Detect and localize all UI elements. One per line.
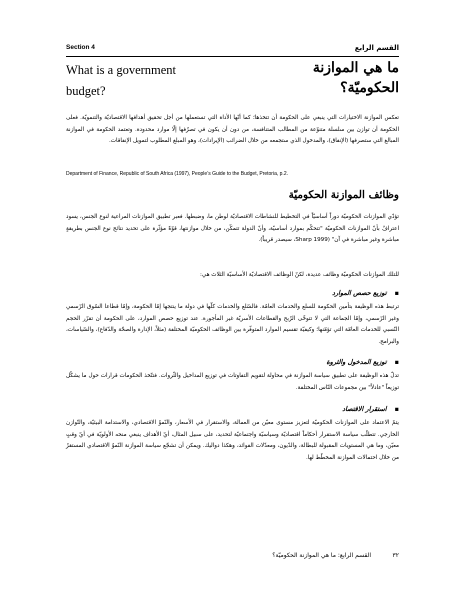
bullet-heading-allocation xyxy=(99,289,399,297)
page-footer xyxy=(66,552,399,562)
section-label-en: Section 4 xyxy=(66,44,95,51)
page-number: ٣٢ xyxy=(392,552,399,559)
footer-label: القسم الرابع: ما هي الموازنة الحكوميّة؟ xyxy=(272,552,371,559)
section-label-ar: القسم الرابع xyxy=(354,44,399,52)
bullet-text-distribution: تدلّ هذه الوظيفة على تطبيق سياسة الموازنة في محاولة لتقويم التفاوتات في توزيع المداخيل والثّروات. فتتّخذ الحكومات قرارات حول ما يشكّل توزيعاً "عادلاً" بين مجموعات النّاس المختلفة. xyxy=(66,373,399,391)
functions-paragraph: تؤدّي الموازنات الحكوميّة دوراً أساسيّاً في التخطيط للنشاطات الاقتصاديّة لوطن ما، وضبطها. فعبر تطبيق الموازنات المراعية لنوع الجنس، يسود اعترافٌ بأنّ الموازنات الحكوميّة "تتحكّم بموارد أساسيّة، وأنّ الدولة تتمكّن، من خلال موازنتها، قوّةً مؤثّرة على تحديد نتائج نوع الجنس بطريقةٍ مباشرة وغير مباشرة في آن" (Sharp 1999، سيصدر قريباً). xyxy=(66,214,399,244)
bullet-icon: ▪ xyxy=(394,289,399,297)
section-header xyxy=(66,44,399,56)
bullet-icon: ▪ xyxy=(394,405,399,413)
title-ar-line2: الحكوميّة؟ xyxy=(340,80,399,96)
bullet-text-allocation: ترتبط هذه الوظيفة بتأمين الحكومة للسلع والخدمات العامّة. فالسّلع والخدمات كلّها في دولة ما ينتجها إمّا الحكومة، وإمّا قطاعا السّوق الرّسمي وغير الرّسمي، وإمّا الجماعة التي لا تتوخّى الرّبح والقطاعات الأسريّة غير المأجورة. عند توزيع حصص الموارد، على الحكومة أن تقرّر الحجم النّسبي للخدمات العامّة التي تؤمّنها؛ وكيفيّة تقسيم الموارد المتوفّرة بين الوظائف الحكوميّة المختلفة (مثلاً، الإدارة والصحّة والدّفاع)، والسّياسات، والبرامج. xyxy=(66,304,399,345)
title-en-line1: What is a government xyxy=(66,63,177,77)
page-title-ar xyxy=(249,58,399,98)
section-heading: وظائف الموازنة الحكوميّة xyxy=(288,189,399,201)
source-citation: Department of Finance, Republic of South Africa (1997), People’s Guide to the Budget, Pretoria, p.2. xyxy=(66,171,288,177)
title-en-line2: budget? xyxy=(66,84,106,98)
title-ar-line1: ما هي الموازنة xyxy=(312,60,399,76)
bullet-heading-text: توزيع حصص الموارد xyxy=(332,289,387,297)
bullet-heading-distribution xyxy=(99,358,399,366)
bullet-heading-text: توزيع المدخول والثروة xyxy=(326,358,387,366)
header-rule xyxy=(66,56,399,57)
page-title-en xyxy=(66,60,236,102)
bullet-text-stabilization: يتمّ الاعتماد على الموازنات الحكوميّة لتعزيز مستوى معيّن من العمالة، والاستقرار في الأسعار، والنّموّ الاقتصادي، والاستدامة البيئيّة، والتّوازن الخارجي. تتطلّب سياسة الاستقرار أحكاماً اقتصاديّة وسياسيّة واجتماعيّة لتحديد، على سبيل المثال، أيّ الأهداف ينبغي منحه الأولويّة في أيّ وقتٍ معيّن، وما هي المستويات المقبولة للبطالة، والدّيون، ومعدّلات الفوائد، وهكذا دواليك. ويمكن أن تشجّع سياسة الموازنة النّموّ الاقتصادي المستقرّ من خلال احتمالات الموازنة المخطّط لها. xyxy=(66,420,399,461)
intro-paragraph: تعكس الموازنة الاختيارات التي ينبغي على الحكومة أن تتخذها؛ كما أنّها الأداة التي تستعملها من أجل تحقيق أهدافها الاقتصاديّة والتنمويّة. فعلى الحكومة أن توازن بين سلسلة متنوّعة من المطالب المتنافسة، من دون أن يكون في تصرّفها إلّا موارد محدودة. وتعتمد الحكومة في الموازنة المبالغ التي ستصرفها (الإنفاق)، والمدخول الذي ستجمعه من خلال الضرائب (الإيرادات)، وهو المبلغ المطلوب لتمويل الإنفاقات. xyxy=(66,115,399,145)
bullet-heading-stabilization xyxy=(99,405,399,413)
functions-intro: للتلك الموازنات الحكوميّة وظائف عديدة، لكنّ الوظائف الاقتصاديّة الأساسيّة الثلاث هي: xyxy=(200,272,399,278)
bullet-icon: ▪ xyxy=(394,358,399,366)
bullet-heading-text: استقرار الاقتصاد xyxy=(342,405,387,413)
